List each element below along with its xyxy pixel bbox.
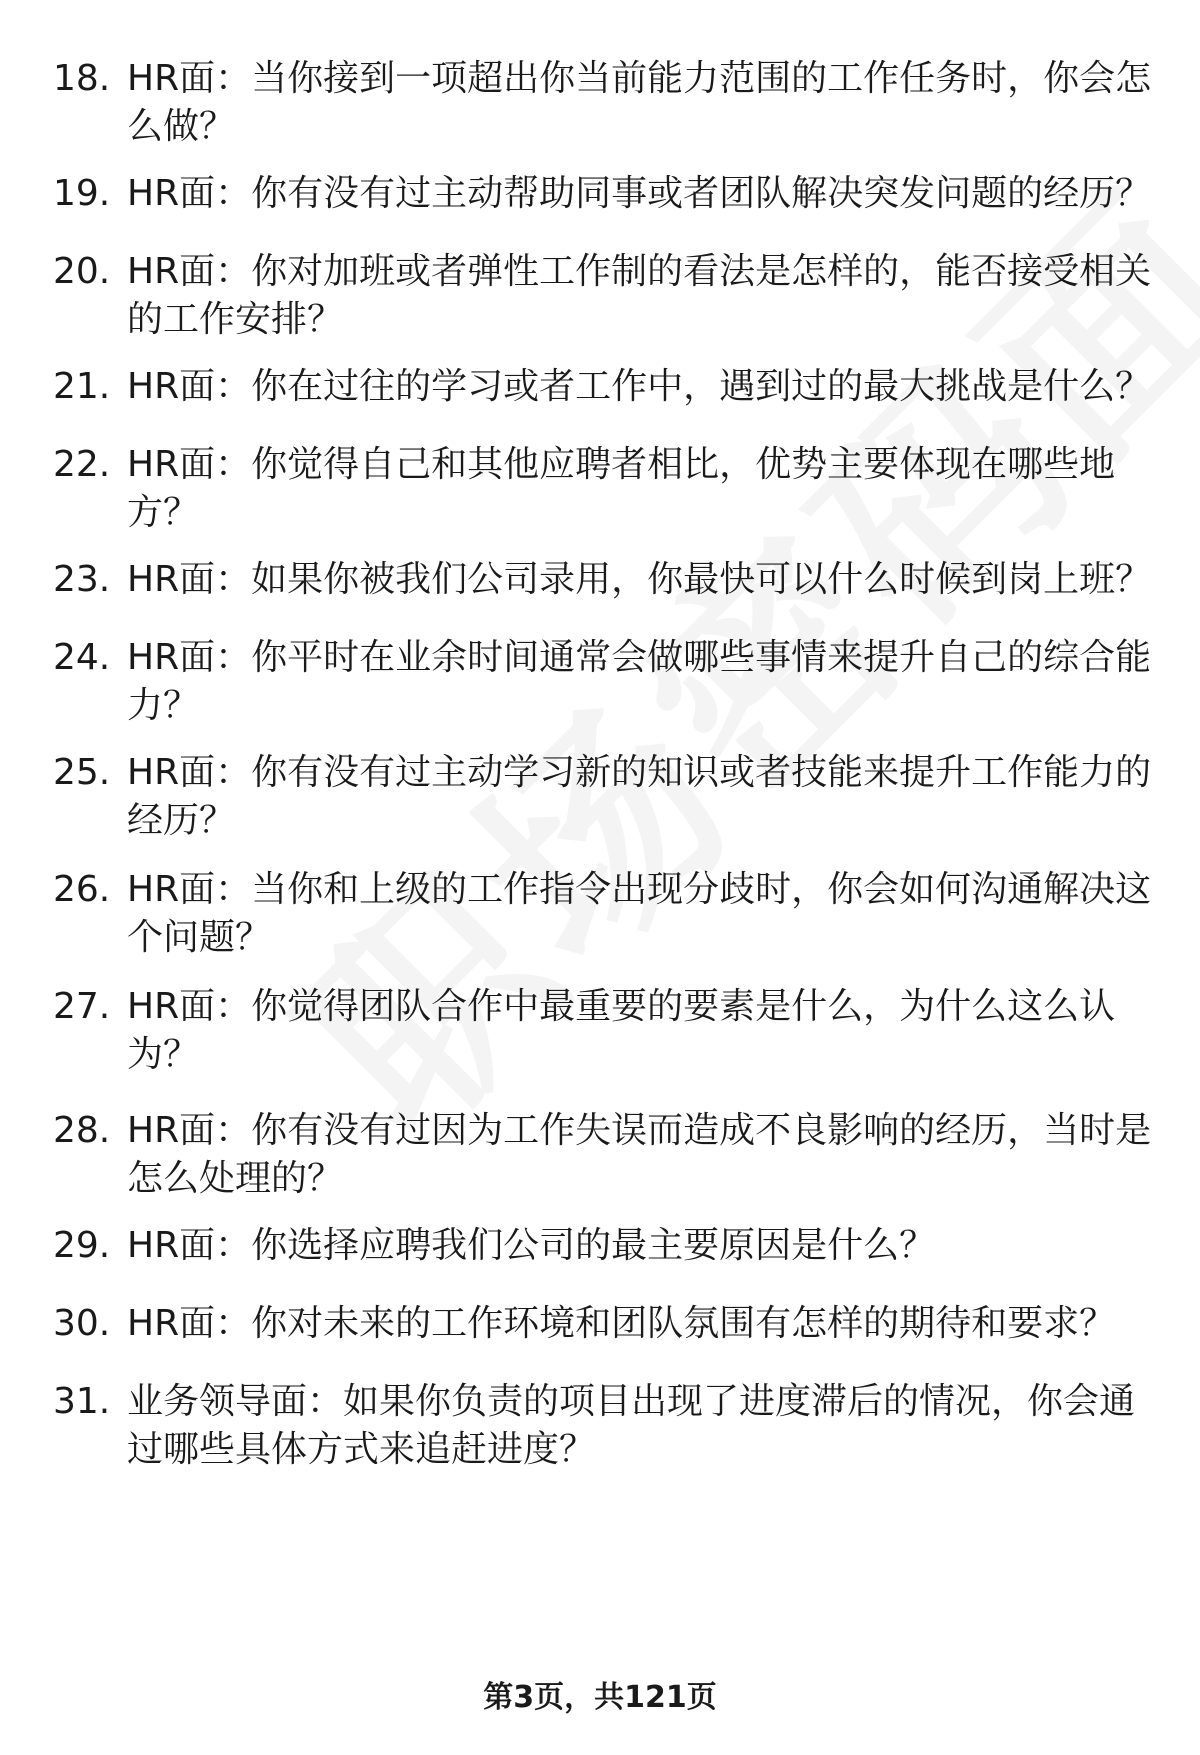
question-number: 23. [53, 559, 111, 600]
question-number: 24. [53, 637, 111, 678]
question-number: 18. [53, 58, 111, 99]
question-text: 业务领导面：如果你负责的项目出现了进度滞后的情况，你会通过哪些具体方式来追赶进度？ [127, 1381, 1136, 1470]
question-item [53, 983, 1158, 1079]
question-item [53, 749, 1158, 845]
question-item [53, 866, 1158, 962]
question-number: 22. [53, 444, 111, 485]
question-text: HR面：你有没有过主动学习新的知识或者技能来提升工作能力的经历？ [127, 752, 1152, 841]
question-item [53, 363, 1158, 411]
question-text: HR面：你有没有过主动帮助同事或者团队解决突发问题的经历？ [127, 173, 1152, 214]
question-text: HR面：你有没有过因为工作失误而造成不良影响的经历，当时是怎么处理的？ [127, 1110, 1152, 1199]
question-item [53, 1222, 1158, 1270]
question-number: 29. [53, 1225, 111, 1266]
question-number: 19. [53, 173, 111, 214]
question-item [53, 441, 1158, 537]
question-number: 30. [53, 1303, 111, 1344]
question-item [53, 1300, 1158, 1348]
question-item [53, 1378, 1158, 1474]
question-text: HR面：你选择应聘我们公司的最主要原因是什么？ [127, 1225, 936, 1266]
question-text: HR面：你对未来的工作环境和团队氛围有怎样的期待和要求？ [127, 1303, 1116, 1344]
question-number: 26. [53, 869, 111, 910]
question-text: HR面：当你和上级的工作指令出现分歧时，你会如何沟通解决这个问题？ [127, 869, 1152, 958]
question-number: 27. [53, 986, 111, 1027]
question-text: HR面：你觉得自己和其他应聘者相比，优势主要体现在哪些地方？ [127, 444, 1116, 533]
question-text: HR面：当你接到一项超出你当前能力范围的工作任务时，你会怎么做？ [127, 58, 1152, 147]
question-text: HR面：你平时在业余时间通常会做哪些事情来提升自己的综合能力？ [127, 637, 1152, 726]
question-item [53, 634, 1158, 730]
question-number: 21. [53, 366, 111, 407]
question-number: 20. [53, 251, 111, 292]
page-footer: 第3页，共121页 [483, 1680, 717, 1715]
question-number: 31. [53, 1381, 111, 1422]
question-text: HR面：你对加班或者弹性工作制的看法是怎样的，能否接受相关的工作安排？ [127, 251, 1152, 340]
question-text: HR面：你觉得团队合作中最重要的要素是什么，为什么这么认为？ [127, 986, 1116, 1075]
question-item [53, 1107, 1158, 1203]
question-text: HR面：如果你被我们公司录用，你最快可以什么时候到岗上班？ [127, 559, 1152, 600]
question-item [53, 55, 1158, 151]
question-item [53, 248, 1158, 344]
question-number: 28. [53, 1110, 111, 1151]
question-number: 25. [53, 752, 111, 793]
question-text: HR面：你在过往的学习或者工作中，遇到过的最大挑战是什么？ [127, 366, 1152, 407]
question-item [53, 170, 1158, 218]
question-item [53, 556, 1158, 604]
